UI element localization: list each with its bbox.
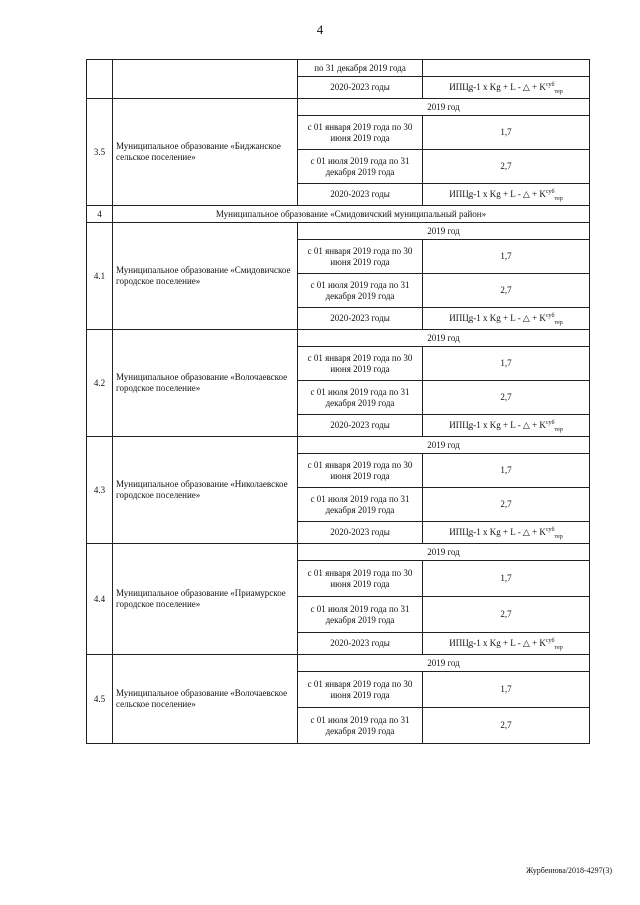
formula-subscript: тер	[554, 88, 563, 95]
coefficient-value: 2,7	[423, 381, 590, 415]
formula-subscript: тер	[554, 426, 563, 433]
coefficient-value: 1,7	[423, 672, 590, 708]
coefficient-value: 2,7	[423, 150, 590, 184]
formula-cell	[423, 184, 590, 206]
formula-subscript: тер	[554, 195, 563, 202]
period-cell: с 01 января 2019 года по 30 июня 2019 года	[298, 561, 423, 597]
period-cell: с 01 июля 2019 года по 31 декабря 2019 года	[298, 708, 423, 744]
page-number: 4	[316, 22, 324, 37]
period-cell: с 01 июля 2019 года по 31 декабря 2019 года	[298, 488, 423, 522]
municipality-name: Муниципальное образование «Волочаевское городское поселение»	[113, 330, 298, 437]
period-cell: с 01 июля 2019 года по 31 декабря 2019 года	[298, 597, 423, 633]
municipality-name	[113, 60, 298, 99]
row-number: 4.2	[87, 330, 113, 437]
municipality-name: Муниципальное образование «Приамурское городское поселение»	[113, 544, 298, 655]
row-number: 4.3	[87, 437, 113, 544]
municipality-name: Муниципальное образование «Волочаевское сельское поселение»	[113, 655, 298, 744]
district-title: Муниципальное образование «Смидовичский муниципальный район»	[113, 206, 590, 223]
table-row	[87, 655, 590, 672]
period-cell: с 01 июля 2019 года по 31 декабря 2019 года	[298, 274, 423, 308]
coefficient-value: 2,7	[423, 597, 590, 633]
year-header: 2019 год	[298, 223, 590, 240]
formula-superscript: суб	[545, 527, 555, 533]
period-cell: 2020-2023 годы	[298, 522, 423, 544]
row-number: 4	[87, 206, 113, 223]
period-cell: с 01 января 2019 года по 30 июня 2019 года	[298, 454, 423, 488]
table-row	[87, 544, 590, 561]
period-cell: 2020-2023 годы	[298, 308, 423, 330]
municipality-name: Муниципальное образование «Николаевское городское поселение»	[113, 437, 298, 544]
table-body	[87, 60, 590, 744]
year-header: 2019 год	[298, 655, 590, 672]
coefficient-value: 1,7	[423, 240, 590, 274]
formula-cell	[423, 522, 590, 544]
coefficient-value: 2,7	[423, 488, 590, 522]
period-cell: с 01 июля 2019 года по 31 декабря 2019 года	[298, 150, 423, 184]
formula-superscript: суб	[545, 638, 555, 644]
municipality-name: Муниципальное образование «Смидовичское городское поселение»	[113, 223, 298, 330]
municipality-name: Муниципальное образование «Биджанское сельское поселение»	[113, 99, 298, 206]
coefficient-value: 1,7	[423, 347, 590, 381]
formula-base: ИПЦg-1 x Kg + L - △ + K	[449, 420, 546, 430]
formula-subscript: тер	[554, 533, 563, 540]
period-cell: 2020-2023 годы	[298, 415, 423, 437]
table-row	[87, 223, 590, 240]
table-row	[87, 99, 590, 116]
period-cell: с 01 января 2019 года по 30 июня 2019 года	[298, 347, 423, 381]
formula-superscript: суб	[545, 189, 555, 195]
formula-base: ИПЦg-1 x Kg + L - △ + K	[449, 527, 546, 537]
period-cell: с 01 января 2019 года по 30 июня 2019 года	[298, 116, 423, 150]
coefficient-value: 1,7	[423, 561, 590, 597]
coefficient-value	[423, 60, 590, 77]
formula-base: ИПЦg-1 x Kg + L - △ + K	[449, 189, 546, 199]
formula-cell	[423, 77, 590, 99]
formula-subscript: тер	[554, 644, 563, 651]
year-header: 2019 год	[298, 330, 590, 347]
row-number: 4.5	[87, 655, 113, 744]
table-row	[87, 60, 590, 77]
formula-superscript: суб	[545, 313, 555, 319]
year-header: 2019 год	[298, 99, 590, 116]
period-cell: с 01 января 2019 года по 30 июня 2019 года	[298, 672, 423, 708]
period-cell: по 31 декабря 2019 года	[298, 60, 423, 77]
formula-cell	[423, 633, 590, 655]
formula-subscript: тер	[554, 319, 563, 326]
year-header: 2019 год	[298, 437, 590, 454]
row-number: 4.4	[87, 544, 113, 655]
table-row	[87, 437, 590, 454]
period-cell: с 01 января 2019 года по 30 июня 2019 года	[298, 240, 423, 274]
formula-superscript: суб	[545, 420, 555, 426]
district-row	[87, 206, 590, 223]
formula-base: ИПЦg-1 x Kg + L - △ + K	[449, 82, 546, 92]
year-header: 2019 год	[298, 544, 590, 561]
tariff-table	[86, 59, 590, 744]
coefficient-value: 2,7	[423, 274, 590, 308]
period-cell: 2020-2023 годы	[298, 633, 423, 655]
coefficient-value: 1,7	[423, 116, 590, 150]
formula-cell	[423, 308, 590, 330]
period-cell: 2020-2023 годы	[298, 184, 423, 206]
table-row	[87, 330, 590, 347]
row-number	[87, 60, 113, 99]
formula-superscript: суб	[545, 82, 555, 88]
row-number: 4.1	[87, 223, 113, 330]
coefficient-value: 2,7	[423, 708, 590, 744]
row-number: 3.5	[87, 99, 113, 206]
period-cell: с 01 июля 2019 года по 31 декабря 2019 года	[298, 381, 423, 415]
formula-cell	[423, 415, 590, 437]
formula-base: ИПЦg-1 x Kg + L - △ + K	[449, 313, 546, 323]
footer-code: Журбенюва/2018-4297(3)	[526, 866, 612, 875]
formula-base: ИПЦg-1 x Kg + L - △ + K	[449, 638, 546, 648]
coefficient-value: 1,7	[423, 454, 590, 488]
period-cell: 2020-2023 годы	[298, 77, 423, 99]
